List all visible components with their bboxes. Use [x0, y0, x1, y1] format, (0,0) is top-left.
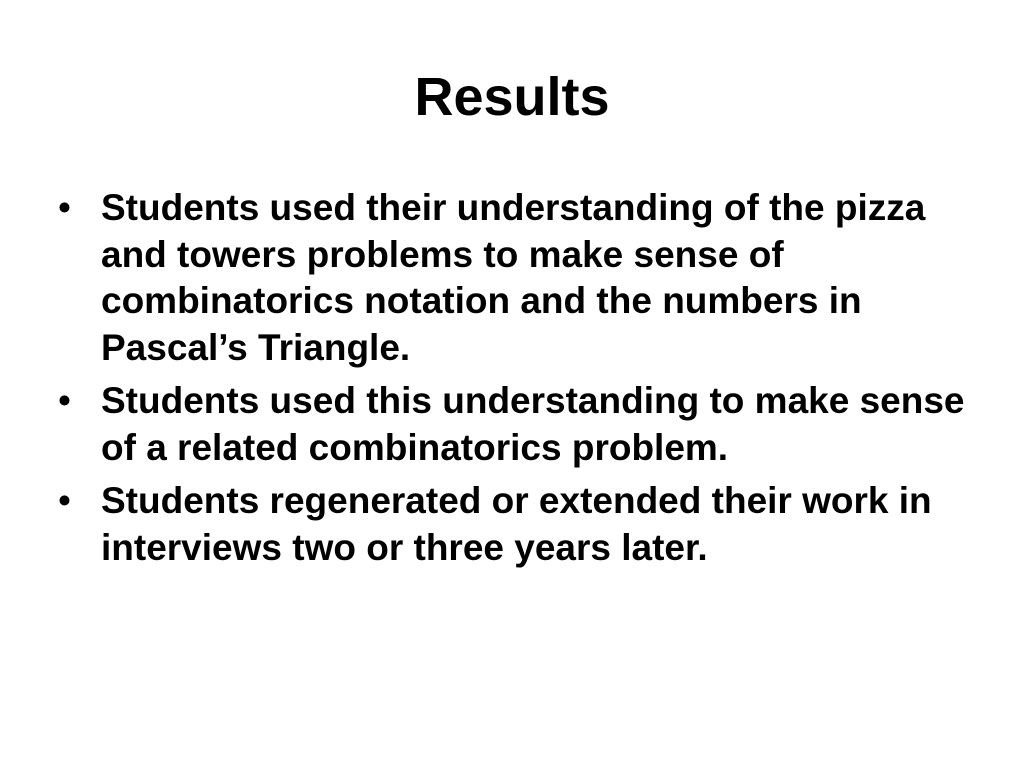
bullet-icon: • — [58, 480, 71, 521]
slide-title: Results — [414, 67, 610, 127]
bullet-icon: • — [58, 380, 71, 421]
bullet-text: Students used their understanding of the pizza and towers problems to make sense of combinatorics notation and the numbers in Pascal’s Triangle. — [101, 187, 926, 368]
bullet-item — [56, 378, 986, 471]
bullet-item — [56, 185, 986, 371]
bullet-text: Students used this understanding to make sense of a related combinatorics problem. — [101, 380, 965, 468]
bullet-list — [56, 185, 986, 578]
bullet-icon: • — [58, 187, 71, 228]
bullet-item — [56, 478, 986, 571]
bullet-text: Students regenerated or extended their work in interviews two or three years later. — [101, 480, 932, 568]
